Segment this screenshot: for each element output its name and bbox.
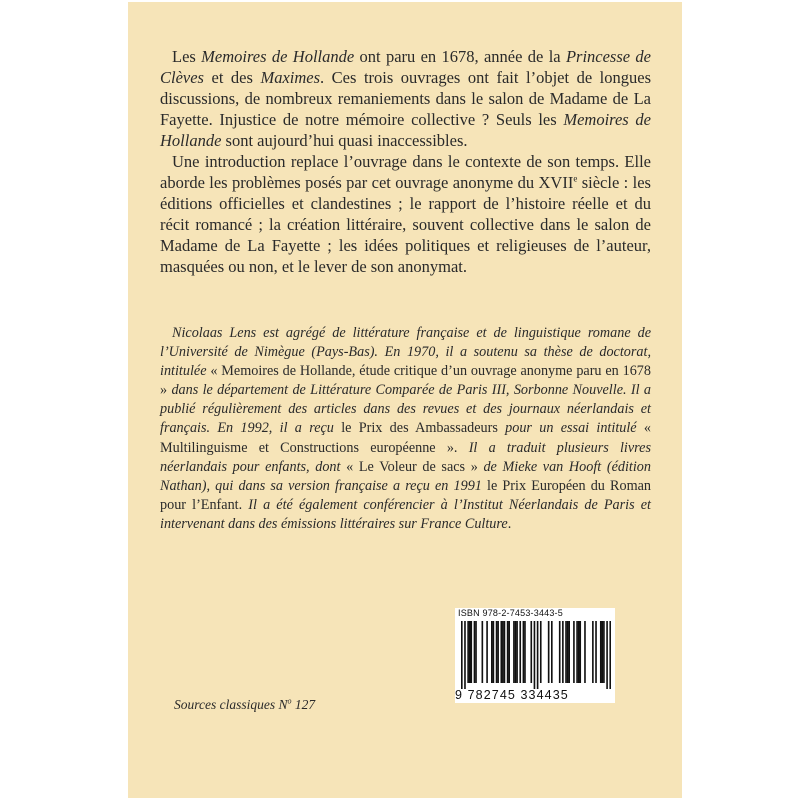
- text: Les: [172, 47, 202, 66]
- series-name: Sources classiques N: [174, 697, 288, 712]
- barcode-bar: [609, 621, 611, 689]
- barcode-bar: [595, 621, 597, 683]
- barcode-bar: [568, 621, 570, 683]
- title-memoires: Memoires de Hollande: [160, 110, 651, 150]
- barcode-bar: [507, 621, 509, 683]
- superscript: o: [287, 696, 292, 706]
- book-blurb: [160, 46, 651, 277]
- barcode-bar: [474, 621, 476, 683]
- barcode-bar: [606, 621, 608, 689]
- barcode-bar: [470, 621, 472, 683]
- barcode-bar: [519, 621, 521, 683]
- text: siècle : les éditions officielles et clandestines ; le rapport de l’histoire réelle et du récit romancé ; la création littéraire, souvent collective dans le salon de Madame de La Fayette ; les idées politiques et religieuses de l’auteur, masquées ou non, et le lever de son anonymat.: [160, 173, 651, 276]
- author-bio: [160, 324, 651, 534]
- bio-text: pour un essai intitulé: [497, 420, 644, 437]
- barcode-bar: [496, 621, 498, 683]
- title-maximes: Maximes: [260, 68, 321, 87]
- barcode-bar: [523, 621, 525, 683]
- bio-text: dans le département de Littérature Comparée de Paris III, Sorbonne Nouvelle. Il a publié régulièrement des articles dans des revues et des journaux néerlandais et français. En 1992, il a reçu: [160, 382, 651, 437]
- barcode-bars: [461, 621, 611, 689]
- barcode-bar: [548, 621, 550, 683]
- series-label: [174, 697, 315, 713]
- barcode-bar: [461, 621, 463, 689]
- barcode-bar: [513, 621, 515, 683]
- barcode-bar: [537, 621, 539, 689]
- title-memoires: Memoires de Hollande: [201, 47, 355, 66]
- isbn-barcode: [455, 608, 615, 703]
- barcode-bar: [467, 621, 469, 683]
- bio-upright-text: « Le Voleur de sacs »: [346, 458, 478, 475]
- bio-text: de Mieke van Hooft (édition Nathan), qui dans sa version française a reçu en 1991: [160, 458, 651, 494]
- barcode-bar: [602, 621, 604, 683]
- series-number: 127: [291, 697, 316, 712]
- barcode-bar: [600, 621, 602, 683]
- text: . Ces trois ouvrages ont fait l’objet de longues discussions, de nombreux remaniements dans le salon de Madame de La Fayette. Injustice de notre mémoire collective ? Seuls les: [160, 68, 651, 129]
- barcode-bar: [516, 621, 518, 683]
- text: sont aujourd’hui quasi inaccessibles.: [221, 131, 468, 150]
- barcode-bar: [464, 621, 466, 689]
- barcode-bar: [576, 621, 578, 683]
- text: ont paru en 1678, année de la: [354, 47, 566, 66]
- barcode-bar: [567, 621, 569, 683]
- barcode-bar: [493, 621, 495, 683]
- barcode-bar: [504, 621, 506, 683]
- title-princesse: Princesse de Clèves: [160, 47, 651, 87]
- barcode-bar: [502, 621, 504, 683]
- bio-upright-text: le Prix Européen du Roman pour l’Enfant.: [160, 477, 651, 513]
- barcode-bar: [486, 621, 488, 683]
- bio-upright-text: « Memoires de Hollande, étude critique d’un ouvrage anonyme paru en 1678 »: [160, 363, 651, 399]
- barcode-bar: [603, 621, 605, 683]
- barcode-bar: [562, 621, 564, 683]
- barcode-bar: [592, 621, 594, 683]
- barcode-bar: [540, 621, 542, 683]
- superscript: e: [573, 173, 578, 184]
- bio-upright-text: « Multilinguisme et Constructions européenne ».: [160, 420, 651, 456]
- barcode-bar: [515, 621, 517, 683]
- barcode-bar: [500, 621, 502, 683]
- isbn-label: ISBN 978-2-7453-3443-5: [458, 608, 563, 618]
- bio-text: Il a traduit plusieurs livres néerlandais pour enfants, dont: [160, 439, 651, 475]
- barcode-bar: [578, 621, 580, 683]
- barcode-bar: [559, 621, 561, 683]
- ean-digits: 9 782745 334435: [455, 688, 569, 702]
- barcode-bar: [579, 621, 581, 683]
- barcode-bar: [508, 621, 510, 683]
- barcode-bar: [497, 621, 499, 683]
- barcode-bar: [530, 621, 532, 683]
- barcode-bar: [491, 621, 493, 683]
- bio-upright-text: .: [507, 515, 512, 532]
- bio-upright-text: le Prix des Ambassadeurs: [341, 420, 498, 437]
- barcode-bar: [469, 621, 471, 683]
- barcode-bar: [573, 621, 575, 683]
- blurb-paragraph-1: [160, 46, 651, 151]
- text: Une introduction replace l’ouvrage dans le contexte de son temps. Elle aborde les problèmes posés par cet ouvrage anonyme du XVII: [160, 152, 651, 192]
- blurb-paragraph-2: [160, 151, 651, 277]
- barcode-bar: [551, 621, 553, 683]
- text: et des: [203, 68, 261, 87]
- barcode-bar: [565, 621, 567, 683]
- barcode-bar: [584, 621, 586, 683]
- bio-text: Il a été également conférencier à l’Institut Néerlandais de Paris et intervenant dans des émissions littéraires sur France Culture: [160, 496, 651, 532]
- barcode-bar: [482, 621, 484, 683]
- barcode-bar: [475, 621, 477, 683]
- bio-text: Nicolaas Lens est agrégé de littérature française et de linguistique romane de l’Université de Nimègue (Pays-Bas). En 1970, il a soutenu sa thèse de doctorat, intitulée: [160, 325, 651, 380]
- barcode-bar: [524, 621, 526, 683]
- barcode-bar: [534, 621, 536, 689]
